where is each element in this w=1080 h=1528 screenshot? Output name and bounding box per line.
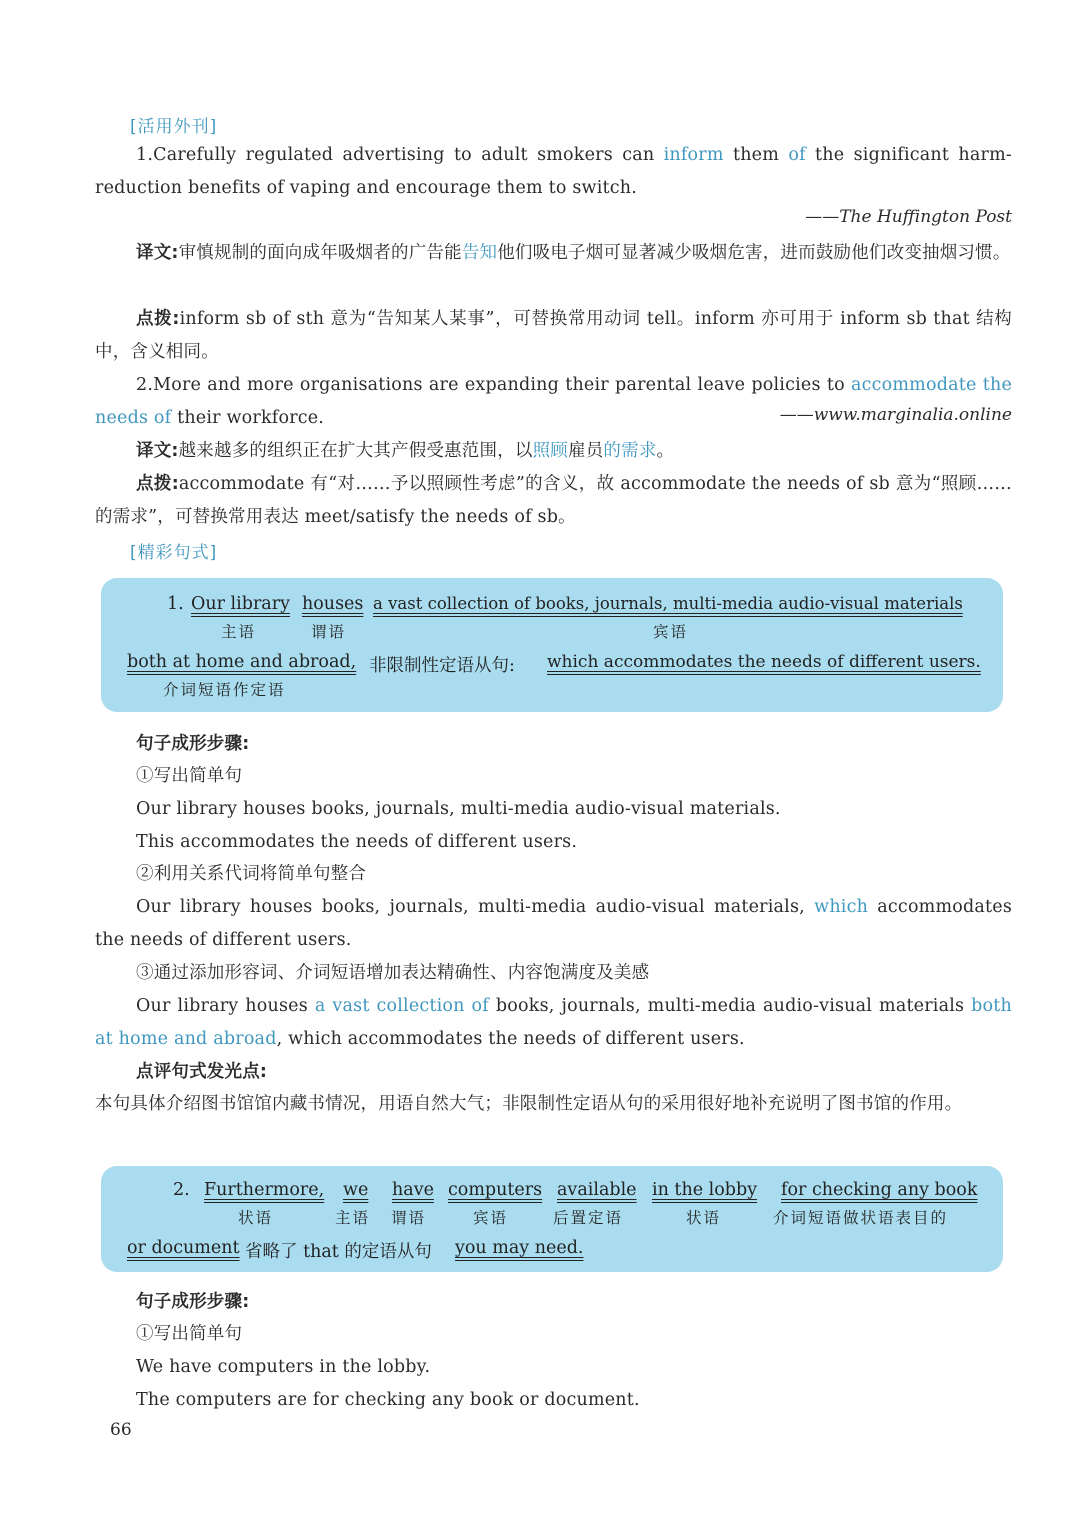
steps-1-combined: Our library houses books, journals, multi-media audio-visual materials, which accommodates the needs of different users. <box>95 897 1013 950</box>
comment-text: 本句具体介绍图书馆馆内藏书情况，用语自然大气；非限制性定语从句的采用很好地补充说明了图书馆的作用。 <box>95 1094 963 1114</box>
box1-number: 1. <box>167 594 184 614</box>
steps-1-simple-a: Our library houses books, journals, multi-media audio-visual materials. <box>136 799 781 819</box>
steps-1-enhanced: Our library houses a vast collection of books, journals, multi-media audio-visual materials both at home and abroad, which accommodates the needs of different users. <box>95 996 1012 1049</box>
box2-word-1: Furthermore, <box>204 1180 325 1200</box>
steps-1-step-3: ③通过添加形容词、介词短语增加表达精确性、内容饱满度及美感 <box>136 963 650 983</box>
box2-number: 2. <box>173 1180 190 1200</box>
example-2-sentence: 2.More and more organisations are expanding their parental leave policies to accommodate the needs of their workforce. <box>95 375 1012 428</box>
steps-1-simple-b: This accommodates the needs of different users. <box>136 832 578 852</box>
box2-label-2: 主语 <box>335 1209 371 1227</box>
box2-word-6: in the lobby <box>652 1180 758 1200</box>
steps-1-step-2: ②利用关系代词将简单句整合 <box>136 864 367 884</box>
sentence-analysis-box-2 <box>101 1166 1003 1272</box>
example-2-source: ——www.marginalia.online <box>779 405 1012 425</box>
example-1-translation: 译文:审慎规制的面向成年吸烟者的广告能告知他们吸电子烟可显著减少吸烟危害，进而鼓励他们改变抽烟习惯。 <box>136 243 1011 263</box>
box2-word-3: have <box>392 1180 434 1200</box>
box2-label-4: 宾语 <box>473 1209 509 1227</box>
comment-title: 点评句式发光点: <box>136 1062 268 1082</box>
steps-2-step-1: ①写出简单句 <box>136 1324 243 1344</box>
box1-verb: houses <box>302 594 364 614</box>
box1-prep-phrase: both at home and abroad, <box>127 652 357 672</box>
section-heading-sentence-patterns: [精彩句式] <box>130 543 218 563</box>
box2-label-5: 后置定语 <box>553 1209 624 1227</box>
box1-object-label: 宾语 <box>653 623 689 641</box>
box2-label-6: 状语 <box>686 1209 722 1227</box>
example-2-translation: 译文:越来越多的组织正在扩大其产假受惠范围，以照顾雇员的需求。 <box>136 441 675 461</box>
section-heading-foreign-press: [活用外刊] <box>130 117 218 137</box>
box1-clause: which accommodates the needs of different users. <box>547 652 981 672</box>
box2-word-9: you may need. <box>455 1238 584 1258</box>
box1-clause-label: 非限制性定语从句: <box>369 656 515 676</box>
example-1-tip: 点拨:inform sb of sth 意为“告知某人某事”，可替换常用动词 tell。inform 亦可用于 inform sb that 结构中，含义相同。 <box>95 309 1012 362</box>
box2-word-4: computers <box>448 1180 543 1200</box>
steps-1-title: 句子成形步骤: <box>136 734 250 754</box>
example-1-sentence: 1.Carefully regulated advertising to adult smokers can inform them of the significant harm-reduction benefits of vaping and encourage them to switch. <box>95 145 1012 198</box>
box1-subject: Our library <box>191 594 290 614</box>
box1-subject-label: 主语 <box>221 623 257 641</box>
box1-prep-label: 介词短语作定语 <box>163 681 286 699</box>
example-2-tip: 点拨:accommodate 有“对……予以照顾性考虑”的含义，故 accommodate the needs of sb 意为“照顾……的需求”，可替换常用表达 meet/satisfy the needs of sb。 <box>95 474 1012 527</box>
box2-label-3: 谓语 <box>391 1209 427 1227</box>
box2-label-1: 状语 <box>238 1209 274 1227</box>
sentence-analysis-box-1 <box>101 578 1003 712</box>
box2-word-8: or document <box>127 1238 240 1258</box>
box2-note: 省略了 that 的定语从句 <box>245 1242 432 1262</box>
box2-word-7: for checking any book <box>781 1180 978 1200</box>
example-1-source: ——The Huffington Post <box>805 207 1012 227</box>
box2-word-5: available <box>557 1180 637 1200</box>
steps-2-title: 句子成形步骤: <box>136 1292 250 1312</box>
page-number: 66 <box>110 1420 132 1440</box>
box1-object: a vast collection of books, journals, multi-media audio-visual materials <box>373 594 963 613</box>
steps-2-simple-b: The computers are for checking any book or document. <box>136 1390 640 1410</box>
box2-label-7: 介词短语做状语表目的 <box>773 1209 949 1227</box>
box1-verb-label: 谓语 <box>311 623 347 641</box>
steps-2-simple-a: We have computers in the lobby. <box>136 1357 431 1377</box>
steps-1-step-1: ①写出简单句 <box>136 766 243 786</box>
box2-word-2: we <box>343 1180 369 1200</box>
